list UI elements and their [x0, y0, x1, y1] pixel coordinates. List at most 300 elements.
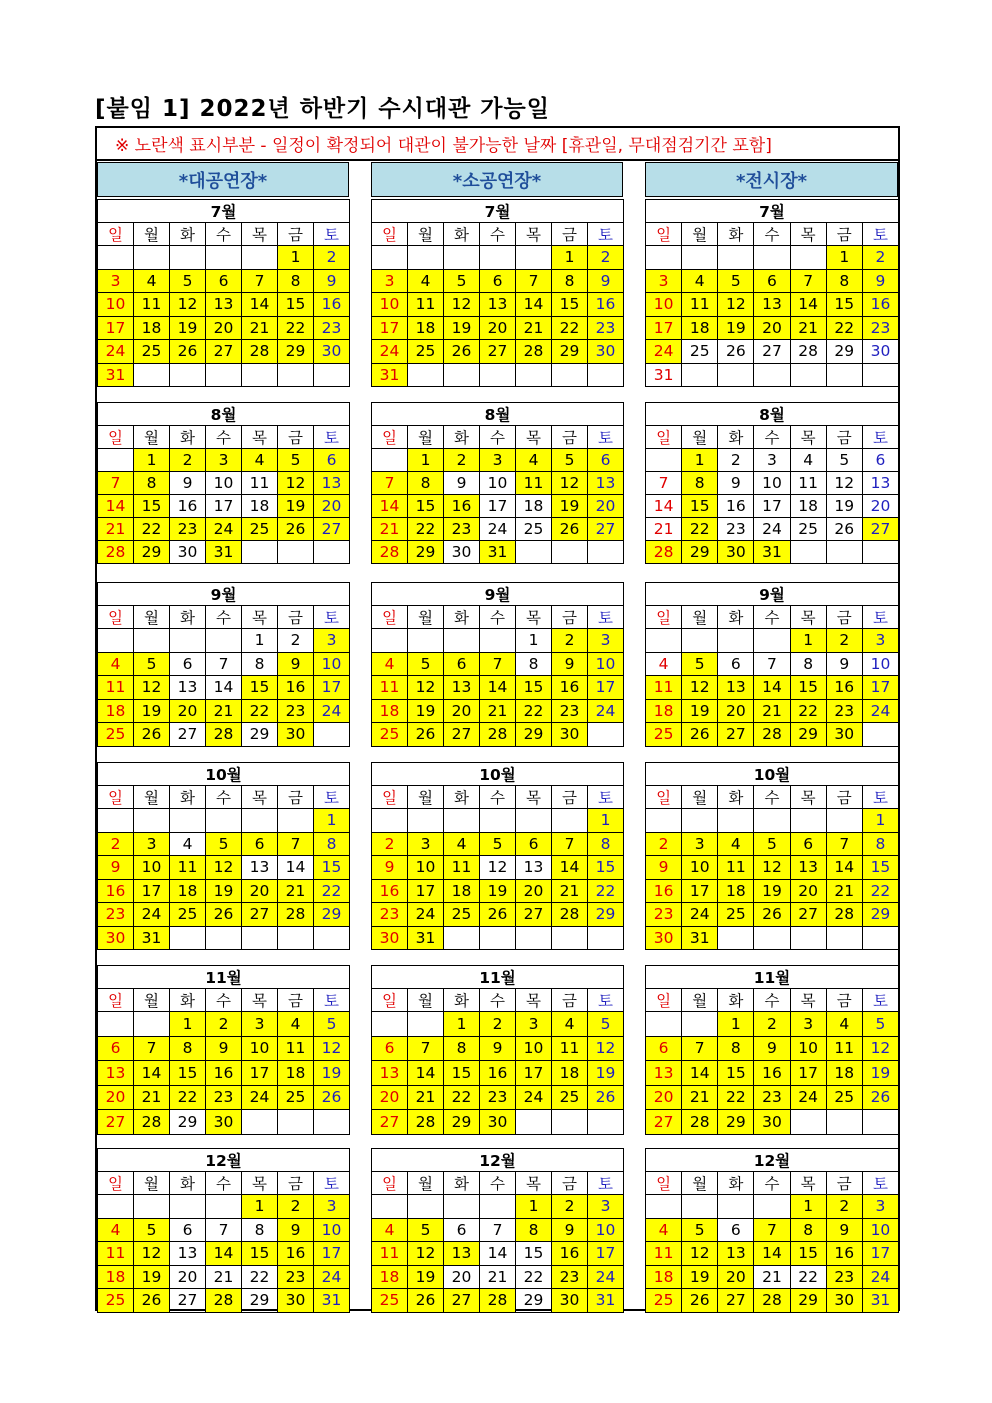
empty-cell [754, 1195, 790, 1219]
date-cell: 30 [480, 1110, 516, 1135]
empty-cell [718, 926, 754, 950]
date-cell: 6 [718, 652, 754, 676]
empty-cell [516, 809, 552, 833]
date-cell: 9 [826, 1218, 862, 1242]
date-cell: 25 [552, 1085, 588, 1110]
empty-cell [134, 629, 170, 653]
date-cell: 9 [278, 1218, 314, 1242]
date-cell: 28 [682, 1110, 718, 1135]
date-cell: 7 [754, 1218, 790, 1242]
empty-cell [242, 246, 278, 270]
empty-cell [372, 629, 408, 653]
date-cell: 16 [372, 879, 408, 903]
date-cell: 19 [314, 1061, 350, 1086]
date-cell: 22 [408, 518, 444, 541]
date-cell: 8 [134, 472, 170, 495]
empty-cell [98, 629, 134, 653]
date-cell: 27 [646, 1110, 682, 1135]
weekday-header: 금 [826, 786, 862, 809]
date-cell: 15 [408, 495, 444, 518]
empty-cell [206, 1195, 242, 1219]
weekday-header: 수 [480, 223, 516, 246]
date-cell: 26 [862, 1085, 898, 1110]
date-cell: 27 [170, 723, 206, 747]
date-cell: 11 [170, 856, 206, 880]
date-cell: 21 [552, 879, 588, 903]
date-cell: 16 [278, 676, 314, 700]
date-cell: 8 [790, 1218, 826, 1242]
date-cell: 21 [754, 1265, 790, 1289]
date-cell: 28 [206, 723, 242, 747]
empty-cell [278, 926, 314, 950]
date-cell: 16 [480, 1061, 516, 1086]
date-cell: 27 [588, 518, 624, 541]
date-cell: 6 [444, 1218, 480, 1242]
weekday-header: 수 [754, 426, 790, 449]
month-title: 11월 [646, 966, 899, 989]
date-cell: 14 [206, 1242, 242, 1266]
empty-cell [372, 449, 408, 472]
date-cell: 16 [588, 293, 624, 317]
empty-cell [754, 246, 790, 270]
date-cell: 1 [242, 629, 278, 653]
date-cell: 4 [98, 652, 134, 676]
date-cell: 23 [444, 518, 480, 541]
date-cell: 2 [206, 1012, 242, 1037]
date-cell: 4 [646, 1218, 682, 1242]
date-cell: 25 [516, 518, 552, 541]
date-cell: 5 [170, 269, 206, 293]
date-cell: 14 [372, 495, 408, 518]
date-cell: 6 [98, 1036, 134, 1061]
date-cell: 4 [372, 1218, 408, 1242]
empty-cell [826, 1110, 862, 1135]
date-cell: 10 [516, 1036, 552, 1061]
date-cell: 26 [170, 340, 206, 364]
weekday-header: 금 [278, 1172, 314, 1195]
date-cell: 18 [98, 1265, 134, 1289]
date-cell: 11 [444, 856, 480, 880]
date-cell: 20 [516, 879, 552, 903]
weekday-header: 목 [242, 989, 278, 1012]
empty-cell [372, 1195, 408, 1219]
weekday-header: 수 [206, 989, 242, 1012]
empty-cell [516, 926, 552, 950]
date-cell: 16 [444, 495, 480, 518]
date-cell: 3 [372, 269, 408, 293]
date-cell: 8 [170, 1036, 206, 1061]
date-cell: 1 [826, 246, 862, 270]
date-cell: 2 [278, 1195, 314, 1219]
date-cell: 25 [134, 340, 170, 364]
date-cell: 4 [242, 449, 278, 472]
date-cell: 4 [646, 652, 682, 676]
date-cell: 18 [242, 495, 278, 518]
weekday-header: 화 [170, 606, 206, 629]
date-cell: 6 [170, 1218, 206, 1242]
weekday-header: 화 [444, 786, 480, 809]
weekday-header: 토 [862, 426, 898, 449]
date-cell: 8 [242, 1218, 278, 1242]
date-cell: 23 [718, 518, 754, 541]
weekday-header: 목 [242, 223, 278, 246]
date-cell: 7 [516, 269, 552, 293]
date-cell: 29 [862, 903, 898, 927]
month-title: 10월 [646, 763, 899, 786]
month-calendar [97, 762, 350, 950]
weekday-header: 금 [278, 989, 314, 1012]
weekday-header: 목 [516, 989, 552, 1012]
date-cell: 15 [552, 293, 588, 317]
date-cell: 3 [314, 629, 350, 653]
empty-cell [682, 629, 718, 653]
date-cell: 28 [790, 340, 826, 364]
weekday-header: 금 [552, 606, 588, 629]
date-cell: 11 [646, 676, 682, 700]
date-cell: 8 [278, 269, 314, 293]
date-cell: 10 [862, 652, 898, 676]
date-cell: 8 [242, 652, 278, 676]
date-cell: 31 [408, 926, 444, 950]
empty-cell [242, 363, 278, 387]
weekday-header: 월 [408, 989, 444, 1012]
date-cell: 4 [134, 269, 170, 293]
date-cell: 23 [372, 903, 408, 927]
weekday-header: 목 [516, 1172, 552, 1195]
empty-cell [790, 246, 826, 270]
date-cell: 21 [98, 518, 134, 541]
date-cell: 28 [206, 1289, 242, 1313]
date-cell: 22 [242, 699, 278, 723]
weekday-header: 월 [408, 606, 444, 629]
date-cell: 22 [790, 699, 826, 723]
date-cell: 29 [588, 903, 624, 927]
weekday-header: 목 [790, 989, 826, 1012]
date-cell: 5 [552, 449, 588, 472]
date-cell: 25 [790, 518, 826, 541]
date-cell: 25 [242, 518, 278, 541]
date-cell: 22 [134, 518, 170, 541]
date-cell: 20 [718, 1265, 754, 1289]
date-cell: 13 [790, 856, 826, 880]
date-cell: 12 [826, 472, 862, 495]
weekday-header: 수 [206, 606, 242, 629]
date-cell: 14 [408, 1061, 444, 1086]
date-cell: 29 [552, 340, 588, 364]
date-cell: 14 [480, 1242, 516, 1266]
date-cell: 28 [552, 903, 588, 927]
date-cell: 16 [552, 1242, 588, 1266]
date-cell: 2 [444, 449, 480, 472]
date-cell: 10 [588, 652, 624, 676]
date-cell: 4 [718, 832, 754, 856]
date-cell: 5 [480, 832, 516, 856]
date-cell: 8 [862, 832, 898, 856]
weekday-header: 일 [646, 223, 682, 246]
date-cell: 24 [588, 1265, 624, 1289]
month-title: 9월 [646, 583, 899, 606]
date-cell: 18 [372, 699, 408, 723]
weekday-header: 수 [480, 989, 516, 1012]
date-cell: 19 [134, 699, 170, 723]
date-cell: 7 [98, 472, 134, 495]
weekday-header: 수 [206, 1172, 242, 1195]
date-cell: 12 [278, 472, 314, 495]
date-cell: 17 [98, 316, 134, 340]
empty-cell [588, 363, 624, 387]
date-cell: 25 [718, 903, 754, 927]
month-calendar [645, 402, 899, 564]
month-title: 10월 [98, 763, 350, 786]
empty-cell [372, 809, 408, 833]
date-cell: 23 [314, 316, 350, 340]
date-cell: 5 [134, 652, 170, 676]
empty-cell [480, 926, 516, 950]
date-cell: 17 [134, 879, 170, 903]
date-cell: 6 [444, 652, 480, 676]
date-cell: 24 [314, 1265, 350, 1289]
empty-cell [444, 926, 480, 950]
date-cell: 9 [98, 856, 134, 880]
date-cell: 21 [826, 879, 862, 903]
date-cell: 26 [682, 1289, 718, 1313]
date-cell: 29 [444, 1110, 480, 1135]
date-cell: 10 [372, 293, 408, 317]
date-cell: 21 [790, 316, 826, 340]
weekday-header: 화 [170, 786, 206, 809]
empty-cell [682, 246, 718, 270]
weekday-header: 일 [646, 606, 682, 629]
weekday-header: 화 [170, 426, 206, 449]
date-cell: 3 [862, 1195, 898, 1219]
date-cell: 20 [314, 495, 350, 518]
empty-cell [444, 809, 480, 833]
weekday-header: 월 [134, 1172, 170, 1195]
month-calendar [371, 199, 624, 387]
date-cell: 9 [372, 856, 408, 880]
date-cell: 13 [242, 856, 278, 880]
date-cell: 11 [826, 1036, 862, 1061]
weekday-header: 월 [682, 426, 718, 449]
date-cell: 11 [718, 856, 754, 880]
date-cell: 21 [516, 316, 552, 340]
date-cell: 14 [134, 1061, 170, 1086]
date-cell: 1 [408, 449, 444, 472]
date-cell: 3 [98, 269, 134, 293]
weekday-header: 금 [826, 426, 862, 449]
weekday-header: 목 [242, 426, 278, 449]
date-cell: 7 [134, 1036, 170, 1061]
date-cell: 29 [516, 1289, 552, 1313]
date-cell: 12 [718, 293, 754, 317]
empty-cell [862, 723, 898, 747]
date-cell: 3 [408, 832, 444, 856]
empty-cell [646, 1012, 682, 1037]
date-cell: 9 [314, 269, 350, 293]
weekday-header: 수 [206, 426, 242, 449]
month-calendar [97, 199, 350, 387]
date-cell: 9 [206, 1036, 242, 1061]
weekday-header: 일 [372, 426, 408, 449]
date-cell: 9 [480, 1036, 516, 1061]
date-cell: 10 [206, 472, 242, 495]
weekday-header: 수 [754, 223, 790, 246]
date-cell: 2 [552, 1195, 588, 1219]
month-title: 8월 [646, 403, 899, 426]
date-cell: 1 [278, 246, 314, 270]
weekday-header: 월 [408, 223, 444, 246]
date-cell: 23 [588, 316, 624, 340]
date-cell: 29 [242, 723, 278, 747]
date-cell: 2 [588, 246, 624, 270]
date-cell: 24 [588, 699, 624, 723]
empty-cell [408, 809, 444, 833]
empty-cell [790, 809, 826, 833]
weekday-header: 토 [862, 223, 898, 246]
weekday-header: 월 [134, 606, 170, 629]
date-cell: 5 [588, 1012, 624, 1037]
date-cell: 19 [444, 316, 480, 340]
date-cell: 22 [588, 879, 624, 903]
date-cell: 6 [372, 1036, 408, 1061]
weekday-header: 화 [718, 426, 754, 449]
date-cell: 16 [170, 495, 206, 518]
date-cell: 23 [278, 1265, 314, 1289]
month-title: 7월 [98, 200, 350, 223]
date-cell: 19 [826, 495, 862, 518]
weekday-header: 일 [98, 606, 134, 629]
date-cell: 26 [682, 723, 718, 747]
date-cell: 4 [516, 449, 552, 472]
weekday-header: 화 [444, 426, 480, 449]
date-cell: 24 [134, 903, 170, 927]
date-cell: 18 [826, 1061, 862, 1086]
date-cell: 4 [790, 449, 826, 472]
empty-cell [98, 809, 134, 833]
date-cell: 30 [206, 1110, 242, 1135]
date-cell: 2 [718, 449, 754, 472]
date-cell: 11 [372, 676, 408, 700]
date-cell: 2 [646, 832, 682, 856]
empty-cell [682, 1195, 718, 1219]
empty-cell [754, 809, 790, 833]
date-cell: 29 [790, 1289, 826, 1313]
date-cell: 7 [480, 652, 516, 676]
date-cell: 8 [718, 1036, 754, 1061]
date-cell: 2 [480, 1012, 516, 1037]
date-cell: 5 [134, 1218, 170, 1242]
date-cell: 14 [552, 856, 588, 880]
date-cell: 10 [408, 856, 444, 880]
date-cell: 28 [278, 903, 314, 927]
date-cell: 28 [242, 340, 278, 364]
date-cell: 18 [516, 495, 552, 518]
date-cell: 29 [242, 1289, 278, 1313]
date-cell: 28 [754, 723, 790, 747]
date-cell: 20 [718, 699, 754, 723]
month-calendar [645, 762, 899, 950]
date-cell: 29 [516, 723, 552, 747]
date-cell: 28 [646, 541, 682, 564]
empty-cell [552, 363, 588, 387]
weekday-header: 토 [862, 989, 898, 1012]
date-cell: 17 [314, 676, 350, 700]
date-cell: 16 [98, 879, 134, 903]
empty-cell [480, 629, 516, 653]
weekday-header: 월 [134, 786, 170, 809]
date-cell: 15 [862, 856, 898, 880]
date-cell: 7 [790, 269, 826, 293]
date-cell: 23 [552, 699, 588, 723]
date-cell: 18 [444, 879, 480, 903]
date-cell: 18 [790, 495, 826, 518]
date-cell: 13 [206, 293, 242, 317]
date-cell: 16 [206, 1061, 242, 1086]
date-cell: 31 [372, 363, 408, 387]
date-cell: 24 [516, 1085, 552, 1110]
date-cell: 22 [552, 316, 588, 340]
date-cell: 16 [278, 1242, 314, 1266]
date-cell: 10 [98, 293, 134, 317]
empty-cell [206, 246, 242, 270]
date-cell: 7 [278, 832, 314, 856]
empty-cell [278, 809, 314, 833]
date-cell: 29 [278, 340, 314, 364]
date-cell: 6 [588, 449, 624, 472]
weekday-header: 일 [98, 223, 134, 246]
weekday-header: 화 [444, 989, 480, 1012]
weekday-header: 수 [754, 989, 790, 1012]
date-cell: 26 [718, 340, 754, 364]
date-cell: 11 [682, 293, 718, 317]
weekday-header: 토 [314, 426, 350, 449]
date-cell: 17 [206, 495, 242, 518]
weekday-header: 금 [278, 786, 314, 809]
date-cell: 18 [646, 1265, 682, 1289]
empty-cell [790, 926, 826, 950]
month-calendar [97, 402, 350, 564]
weekday-header: 수 [206, 223, 242, 246]
date-cell: 30 [826, 723, 862, 747]
weekday-header: 화 [718, 1172, 754, 1195]
date-cell: 18 [718, 879, 754, 903]
date-cell: 2 [826, 629, 862, 653]
date-cell: 20 [242, 879, 278, 903]
date-cell: 15 [278, 293, 314, 317]
date-cell: 20 [862, 495, 898, 518]
date-cell: 20 [444, 699, 480, 723]
date-cell: 5 [408, 652, 444, 676]
date-cell: 20 [170, 1265, 206, 1289]
date-cell: 13 [646, 1061, 682, 1086]
empty-cell [480, 809, 516, 833]
date-cell: 22 [790, 1265, 826, 1289]
date-cell: 7 [754, 652, 790, 676]
date-cell: 8 [444, 1036, 480, 1061]
date-cell: 5 [278, 449, 314, 472]
date-cell: 17 [862, 1242, 898, 1266]
date-cell: 16 [718, 495, 754, 518]
date-cell: 21 [372, 518, 408, 541]
weekday-header: 월 [682, 223, 718, 246]
empty-cell [444, 1195, 480, 1219]
date-cell: 21 [206, 699, 242, 723]
empty-cell [170, 363, 206, 387]
date-cell: 24 [314, 699, 350, 723]
weekday-header: 월 [134, 989, 170, 1012]
date-cell: 27 [444, 723, 480, 747]
date-cell: 27 [516, 903, 552, 927]
